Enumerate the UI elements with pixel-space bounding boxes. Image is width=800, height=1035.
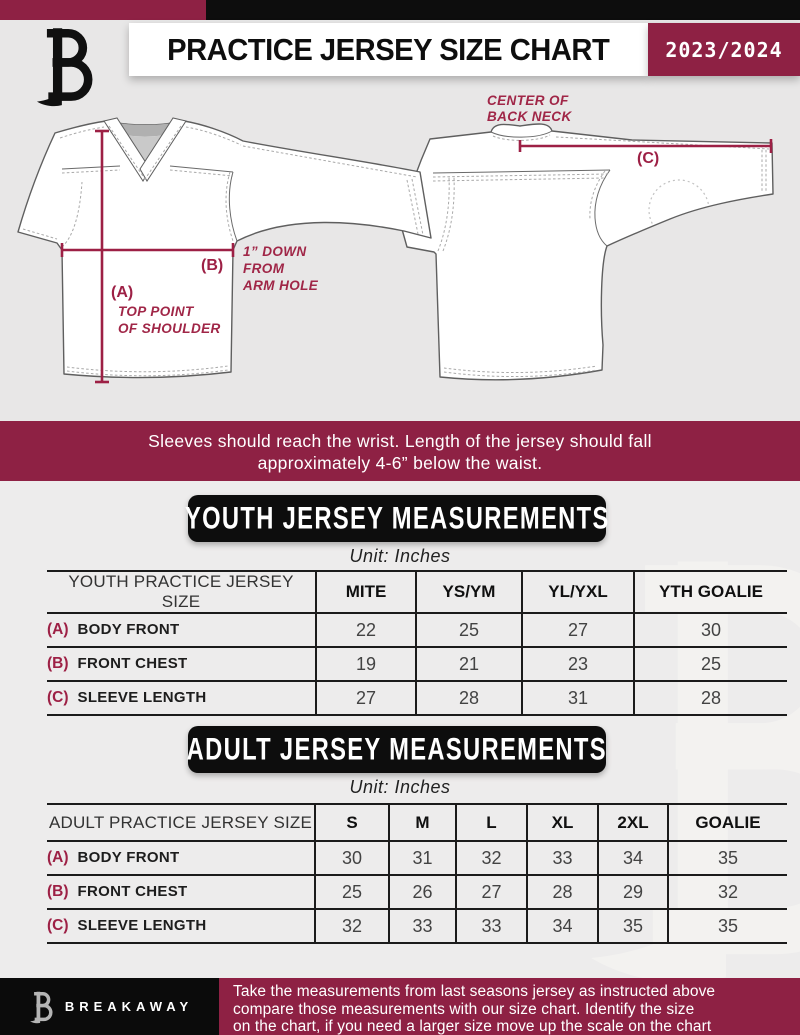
jersey-diagrams [0, 95, 800, 415]
footer-instructions [219, 978, 800, 1035]
measurement-value: 30 [315, 841, 389, 875]
point-a-desc-line2: OF SHOULDER [118, 321, 221, 336]
measurement-value: 28 [527, 875, 598, 909]
adult-section-title-text: ADULT JERSEY MEASUREMENTS [186, 731, 608, 767]
measurement-key: (B) [47, 655, 69, 672]
measurement-key: (C) [47, 689, 69, 706]
size-column-header: YS/YM [416, 571, 522, 613]
adult-section-title [188, 726, 606, 773]
measurement-value: 23 [522, 647, 634, 681]
youth-section-title-text: YOUTH JERSEY MEASUREMENTS [184, 500, 610, 536]
size-column-header: XL [527, 804, 598, 841]
measurement-row-label-cell [47, 681, 316, 715]
point-b-desc-line3: ARM HOLE [243, 278, 319, 293]
point-b-desc-line1: 1” DOWN [243, 244, 307, 259]
measurement-row-label-cell [47, 647, 316, 681]
size-column-header: 2XL [598, 804, 668, 841]
size-header-row [47, 804, 787, 841]
front-jersey-diagram [18, 118, 431, 378]
measurement-row [47, 647, 787, 681]
measurement-label: BODY FRONT [77, 621, 180, 638]
measurement-value: 33 [456, 909, 527, 943]
youth-measurements-table [47, 570, 787, 716]
measurement-value: 25 [634, 647, 787, 681]
size-header-row [47, 571, 787, 613]
measurement-value: 25 [315, 875, 389, 909]
measurement-value: 26 [389, 875, 456, 909]
measurement-row [47, 875, 787, 909]
point-a-label: (A) [111, 284, 134, 301]
adult-unit-label: Unit: Inches [349, 777, 451, 797]
point-c-desc-line1: CENTER OF [487, 95, 569, 108]
measurement-row-label-cell [47, 909, 315, 943]
point-b-desc-line2: FROM [243, 261, 285, 276]
back-jersey-diagram [400, 124, 773, 380]
measurement-value: 33 [527, 841, 598, 875]
measurement-label: FRONT CHEST [77, 883, 188, 900]
measurement-value: 31 [522, 681, 634, 715]
measurement-key: (A) [47, 849, 69, 866]
footer-instructions-line2: compare those measurements with our size chart. Identify the size [233, 1000, 695, 1018]
measurement-value: 21 [416, 647, 522, 681]
adult-measurements-table [47, 803, 787, 944]
size-table-label-header: ADULT PRACTICE JERSEY SIZE [47, 804, 315, 841]
point-c-desc-line2: BACK NECK [487, 109, 572, 124]
measurement-value: 27 [316, 681, 416, 715]
size-column-header: YTH GOALIE [634, 571, 787, 613]
measurement-key: (C) [47, 917, 69, 934]
measurement-value: 31 [389, 841, 456, 875]
measurement-value: 32 [456, 841, 527, 875]
point-b-label: (B) [201, 257, 224, 274]
measurement-row [47, 613, 787, 647]
top-strip-maroon [0, 0, 206, 20]
fit-notice-banner [0, 421, 800, 481]
measurement-value: 25 [416, 613, 522, 647]
fit-notice-line1: Sleeves should reach the wrist. Length of the jersey should fall [148, 431, 652, 451]
measurement-value: 28 [416, 681, 522, 715]
footer-instructions-line1: Take the measurements from last seasons jersey as instructed above [233, 983, 716, 1000]
measurement-label: FRONT CHEST [77, 655, 188, 672]
measurement-row-label-cell [47, 841, 315, 875]
measurement-value: 33 [389, 909, 456, 943]
title-bar [129, 23, 648, 76]
measurement-row-label-cell [47, 875, 315, 909]
fit-notice-line2: approximately 4-6” below the waist. [257, 453, 543, 473]
measurement-value: 32 [315, 909, 389, 943]
measurement-value: 19 [316, 647, 416, 681]
size-column-header: L [456, 804, 527, 841]
measurement-row [47, 841, 787, 875]
measurement-value: 27 [456, 875, 527, 909]
footer-instructions-line3: on the chart, if you need a larger size move up the scale on the chart [233, 1018, 712, 1035]
measurement-value: 35 [598, 909, 668, 943]
measurement-key: (A) [47, 621, 69, 638]
measurement-key: (B) [47, 883, 69, 900]
measurement-value: 28 [634, 681, 787, 715]
size-table-label-header: YOUTH PRACTICE JERSEY SIZE [47, 571, 316, 613]
measurement-label: SLEEVE LENGTH [77, 917, 207, 934]
point-c-label: (C) [637, 150, 660, 167]
season-label: 2023/2024 [665, 37, 783, 62]
measurement-value: 34 [598, 841, 668, 875]
measurement-value: 35 [668, 841, 787, 875]
size-column-header: YL/YXL [522, 571, 634, 613]
measurement-label: SLEEVE LENGTH [77, 689, 207, 706]
measurement-value: 32 [668, 875, 787, 909]
measurement-value: 30 [634, 613, 787, 647]
youth-section-title [184, 495, 610, 542]
measurement-row-label-cell [47, 613, 316, 647]
measurement-value: 34 [527, 909, 598, 943]
footer-breakaway-logo-icon [26, 990, 56, 1024]
size-column-header: GOALIE [668, 804, 787, 841]
measurement-label: BODY FRONT [77, 849, 180, 866]
measurement-row [47, 681, 787, 715]
measurement-value: 29 [598, 875, 668, 909]
measurement-value: 27 [522, 613, 634, 647]
footer-brand-name: BREAKAWAY [64, 999, 194, 1014]
size-column-header: S [315, 804, 389, 841]
measurement-value: 35 [668, 909, 787, 943]
season-badge [648, 23, 800, 76]
measurement-row [47, 909, 787, 943]
youth-unit-label: Unit: Inches [349, 546, 451, 566]
point-a-desc-line1: TOP POINT [118, 304, 194, 319]
footer-brand-block [0, 978, 219, 1035]
measurement-value: 22 [316, 613, 416, 647]
size-column-header: M [389, 804, 456, 841]
page-title: PRACTICE JERSEY SIZE CHART [167, 31, 610, 67]
size-column-header: MITE [316, 571, 416, 613]
